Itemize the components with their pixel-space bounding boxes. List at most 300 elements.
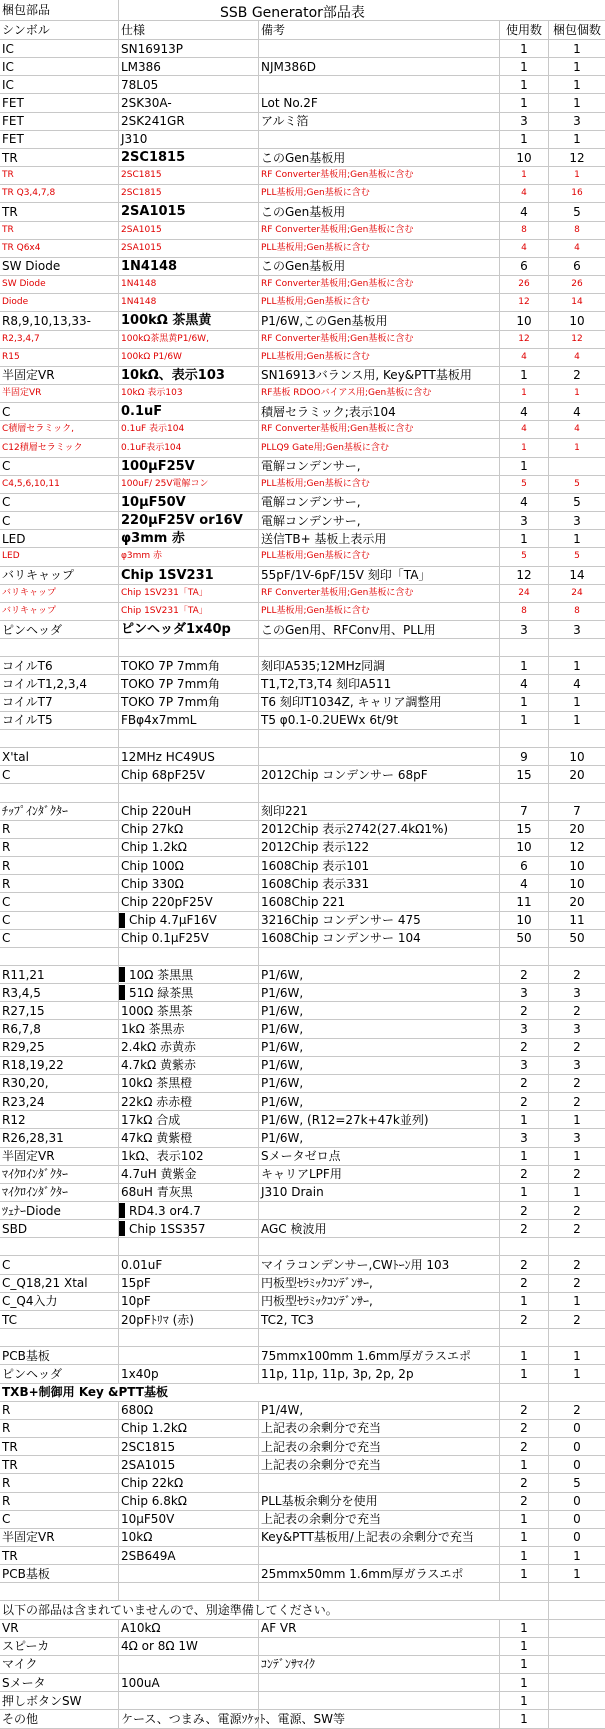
table-row (0, 1238, 605, 1256)
cell-packed: 1 (573, 1112, 581, 1127)
cell-symbol: TR Q6x4 (0, 240, 119, 257)
cell-spec: 78L05 (119, 76, 259, 93)
cell-spec: 1N4148 (119, 294, 259, 311)
cell-packed (549, 639, 605, 656)
cell-symbol: R29,25 (0, 1039, 119, 1056)
cell-spec (119, 1238, 259, 1255)
cell-spec (119, 1347, 259, 1364)
cell-used (500, 1384, 549, 1401)
cell-note: NJM386D (259, 58, 500, 75)
table-row (0, 1583, 605, 1601)
table-row (0, 694, 605, 712)
cell-note: SN16913バランス用, Key&PTT基板用 (259, 367, 500, 384)
table-row (0, 458, 605, 476)
cell-used: 2 (500, 1311, 549, 1328)
cell-note: PLL基板用;Gen基板に含む (259, 240, 500, 257)
cell-note: PLLQ9 Gate用;Gen基板に含む (259, 439, 500, 456)
cell-note: Sメータゼロ点 (259, 1148, 500, 1165)
cell-symbol: C (0, 1511, 119, 1528)
cell-note: P1/6W, (259, 984, 500, 1001)
cell-spec (119, 1583, 259, 1600)
cell-spec: 12MHz HC49US (119, 748, 259, 765)
table-row (0, 1093, 605, 1111)
cell-spec: Chip 0.1μF25V (119, 930, 259, 947)
cell-packed: 5 (574, 551, 580, 562)
cell-used: 1 (500, 1692, 549, 1709)
cell-used: 10 (500, 839, 549, 856)
cell-note: T1,T2,T3,T4 刻印A511 (259, 675, 500, 692)
cell-symbol: TR (0, 222, 119, 239)
cell-symbol: SBD (0, 1220, 119, 1237)
cell-packed (549, 1329, 605, 1346)
cell-packed: 1 (573, 1548, 581, 1563)
section-header-row (0, 1384, 605, 1402)
table-row (0, 76, 605, 94)
cell-symbol: R (0, 1402, 119, 1419)
cell-symbol: R15 (0, 349, 119, 366)
cell-spec: Chip 22kΩ (119, 1474, 259, 1491)
cell-note: このGen基板用 (259, 258, 500, 275)
cell-packed: 0 (573, 1512, 581, 1527)
table-row (0, 222, 605, 240)
cell-symbol: コイルT6 (0, 657, 119, 674)
cell-spec: 0.1uF表示104 (119, 439, 259, 456)
cell-packed: 2 (573, 967, 581, 982)
cell-note: Key&PTT基板用/上記表の余剰分で充当 (259, 1529, 500, 1546)
cell-used: 10 (500, 312, 549, 329)
cell-symbol: FET (0, 131, 119, 148)
cell-packed: 12 (571, 333, 583, 344)
cell-used: 12 (500, 567, 549, 584)
cell-packed: 1 (573, 695, 581, 710)
cell-used: 1 (500, 1184, 549, 1201)
table-row (0, 476, 605, 494)
cell-used: 1 (500, 94, 549, 111)
table-row (0, 1420, 605, 1438)
cell-used: 4 (500, 403, 549, 420)
cell-note: P1/6W,このGen基板用 (259, 312, 500, 329)
cell-symbol: Sメータ (0, 1674, 119, 1691)
table-row (0, 439, 605, 457)
cell-used: 3 (500, 113, 549, 130)
table-row (0, 730, 605, 748)
cell-used: 10 (500, 912, 549, 929)
cell-used: 1 (500, 1565, 549, 1582)
cell-note (259, 784, 500, 801)
table-row (0, 276, 605, 294)
cell-packed: 8 (574, 605, 580, 616)
cell-note: PLL基板用;Gen基板に含む (259, 603, 500, 620)
cell-used: 5 (500, 476, 549, 493)
cell-note: 3216Chip コンデンサー 475 (259, 912, 500, 929)
cell-used: 1 (500, 367, 549, 384)
cell-symbol: PCB基板 (0, 1347, 119, 1364)
cell-spec: Chip 27kΩ (119, 821, 259, 838)
cell-used: 1 (500, 657, 549, 674)
cell-note: 55pF/1V-6pF/15V 刻印「TA」 (259, 567, 500, 584)
cell-packed: 20 (569, 767, 585, 782)
cell-used (500, 1601, 549, 1618)
cell-note (259, 730, 500, 747)
cell-spec: A10kΩ (119, 1620, 259, 1637)
cell-spec: Chip 1SV231 (119, 567, 259, 584)
cell-note: RF Converter基板用;Gen基板に含む (259, 276, 500, 293)
cell-note (259, 76, 500, 93)
cell-symbol: PCB基板 (0, 1565, 119, 1582)
cell-symbol: R (0, 875, 119, 892)
cell-spec: 10μF50V (119, 1511, 259, 1528)
table-row (0, 149, 605, 167)
cell-packed: 2 (573, 1003, 581, 1018)
cell-symbol: C (0, 458, 119, 475)
cell-note (259, 1710, 500, 1727)
cell-used: 3 (500, 512, 549, 529)
parts-table-body (0, 40, 605, 1729)
table-row (0, 367, 605, 385)
cell-packed: 50 (569, 931, 585, 946)
cell-packed: 16 (571, 188, 583, 199)
cell-symbol: その他 (0, 1710, 119, 1727)
cell-spec: 10kΩ 茶黒橙 (119, 1075, 259, 1092)
cell-used: 15 (500, 766, 549, 783)
table-row (0, 1710, 605, 1728)
cell-note: P1/6W, (259, 1002, 500, 1019)
table-row (0, 1293, 605, 1311)
table-row (0, 1438, 605, 1456)
note-row (0, 1601, 605, 1619)
cell-spec: 0.1uF 表示104 (119, 421, 259, 438)
cell-packed: 4 (573, 404, 581, 419)
cell-packed (549, 948, 605, 965)
cell-note (259, 748, 500, 765)
cell-note: 1608Chip 表示331 (259, 875, 500, 892)
cell-note: T6 刻印T1034Z, キャリア調整用 (259, 694, 500, 711)
cell-packed: 7 (573, 804, 581, 819)
cell-spec (119, 948, 259, 965)
table-row (0, 1129, 605, 1147)
table-row (0, 1311, 605, 1329)
table-row (0, 1456, 605, 1474)
cell-spec: 100uA (119, 1674, 259, 1691)
cell-symbol: コイルT7 (0, 694, 119, 711)
cell-symbol: R3,4,5 (0, 984, 119, 1001)
cell-symbol (0, 1583, 119, 1600)
cell-note: P1/6W, (259, 1020, 500, 1037)
cell-packed (549, 1674, 605, 1691)
cell-packed (549, 458, 605, 475)
cell-packed: 3 (573, 1058, 581, 1073)
cell-used: 4 (500, 203, 549, 220)
cell-spec: 1N4148 (119, 258, 259, 275)
cell-spec: Chip 6.8kΩ (119, 1493, 259, 1510)
table-row (0, 1474, 605, 1492)
cell-used: 2 (500, 1256, 549, 1273)
cell-spec: 0.01uF (119, 1256, 259, 1273)
cell-note: マイラコンデンサー,CWﾄｰﾝ用 103 (259, 1256, 500, 1273)
cell-note: RF Converter基板用;Gen基板に含む (259, 222, 500, 239)
cell-note: 上記表の余剰分で充当 (259, 1420, 500, 1437)
table-row (0, 530, 605, 548)
cell-note: PLL基板用;Gen基板に含む (259, 476, 500, 493)
cell-note: 円板型ｾﾗﾐｯｸｺﾝﾃﾞﾝｻｰ, (259, 1293, 500, 1310)
table-row (0, 1565, 605, 1583)
cell-spec: 2SA1015 (119, 203, 259, 220)
top-left-label: 梱包部品 (0, 0, 119, 20)
table-row (0, 331, 605, 349)
cell-note: J310 Drain (259, 1184, 500, 1201)
cell-used: 2 (500, 1202, 549, 1219)
cell-symbol: R (0, 839, 119, 856)
cell-note (259, 1384, 500, 1401)
cell-spec: 100kΩ P1/6W (119, 349, 259, 366)
table-row (0, 113, 605, 131)
cell-note: 電解コンデンサー, (259, 458, 500, 475)
cell-spec: 100uF/ 25V電解コン (119, 476, 259, 493)
cell-used: 1 (500, 1638, 549, 1655)
cell-symbol: C (0, 512, 119, 529)
cell-symbol: R (0, 821, 119, 838)
cell-spec: 2SC1815 (119, 185, 259, 202)
cell-note: PLL基板用;Gen基板に含む (259, 294, 500, 311)
table-row (0, 1620, 605, 1638)
cell-spec: 22kΩ 赤赤橙 (119, 1093, 259, 1110)
cell-symbol: ﾁｯﾌﾟｲﾝﾀﾞｸﾀｰ (0, 803, 119, 820)
cell-spec (119, 1565, 259, 1582)
cell-packed: 2 (573, 1203, 581, 1218)
cell-spec: 2SA1015 (119, 222, 259, 239)
cell-packed: 0 (573, 1530, 581, 1545)
cell-spec: 100kΩ 茶黒黄 (119, 312, 259, 329)
cell-used: 10 (500, 149, 549, 166)
cell-symbol: R11,21 (0, 966, 119, 983)
cell-used: 2 (500, 1438, 549, 1455)
table-row (0, 349, 605, 367)
cell-spec: 2SA1015 (119, 240, 259, 257)
table-row (0, 185, 605, 203)
cell-spec: Chip 100Ω (119, 857, 259, 874)
cell-symbol (0, 730, 119, 747)
cell-symbol: FET (0, 113, 119, 130)
cell-spec: 4.7kΩ 黄紫赤 (119, 1057, 259, 1074)
cell-spec: 2SC1815 (119, 149, 259, 166)
table-row (0, 1020, 605, 1038)
table-row (0, 1275, 605, 1293)
cell-used: 2 (500, 1474, 549, 1491)
cell-symbol: TXB+制御用 Key &PTT基板 (2, 1385, 168, 1400)
cell-spec (119, 639, 259, 656)
cell-packed: 1 (573, 1566, 581, 1581)
cell-spec: Chip 1SV231「TA」 (119, 603, 259, 620)
cell-used: 1 (500, 1511, 549, 1528)
cell-symbol: R30,20, (0, 1075, 119, 1092)
cell-spec: 15pF (119, 1275, 259, 1292)
cell-packed: 0 (573, 1494, 581, 1509)
cell-note: RF Converter基板用;Gen基板に含む (259, 585, 500, 602)
cell-used: 6 (500, 857, 549, 874)
cell-packed: 1 (573, 1294, 581, 1309)
cell-packed: 3 (573, 985, 581, 1000)
cell-used: 12 (500, 294, 549, 311)
table-row (0, 94, 605, 112)
cell-note (259, 1583, 500, 1600)
cell-used: 4 (500, 349, 549, 366)
cell-used: 1 (500, 458, 549, 475)
cell-spec: 220μF25V or16V (119, 512, 259, 529)
cell-note: 75mmx100mm 1.6mm厚ガラスエポ (259, 1347, 500, 1364)
table-row (0, 603, 605, 621)
table-row (0, 675, 605, 693)
cell-packed (549, 1710, 605, 1727)
cell-used: 1 (500, 1547, 549, 1564)
cell-used: 24 (500, 585, 549, 602)
cell-note: AGC 検波用 (259, 1220, 500, 1237)
cell-used: 12 (500, 331, 549, 348)
cell-used: 4 (500, 875, 549, 892)
cell-note (259, 1329, 500, 1346)
cell-symbol: VR (0, 1620, 119, 1637)
cell-used: 4 (500, 240, 549, 257)
cell-symbol: C (0, 1256, 119, 1273)
cell-note: PLL基板用;Gen基板に含む (259, 548, 500, 565)
cell-spec: Chip 68pF25V (119, 766, 259, 783)
cell-used: 1 (500, 712, 549, 729)
cell-used (500, 1329, 549, 1346)
cell-symbol: ﾏｲｸﾛｲﾝﾀﾞｸﾀｰ (0, 1184, 119, 1201)
cell-packed: 24 (571, 587, 583, 598)
cell-symbol: C (0, 766, 119, 783)
cell-note: このGen用、RFConv用、PLL用 (259, 621, 500, 638)
table-row (0, 567, 605, 585)
cell-used: 1 (500, 530, 549, 547)
table-row (0, 1692, 605, 1710)
table-row (0, 512, 605, 530)
cell-note: Lot No.2F (259, 94, 500, 111)
cell-symbol: ﾂｪﾅｰDiode (0, 1202, 119, 1219)
cell-spec: 2SC1815 (119, 1438, 259, 1455)
cell-used: 1 (500, 1656, 549, 1673)
cell-packed: 10 (569, 858, 585, 873)
table-row (0, 857, 605, 875)
cell-packed: 1 (573, 531, 581, 546)
cell-symbol: C (0, 893, 119, 910)
cell-used: 50 (500, 930, 549, 947)
table-row (0, 1148, 605, 1166)
header-used: 使用数 (500, 21, 549, 39)
cell-packed: 3 (573, 622, 581, 637)
cell-used: 4 (500, 675, 549, 692)
cell-spec: TOKO 7P 7mm角 (119, 694, 259, 711)
cell-symbol: R23,24 (0, 1093, 119, 1110)
cell-packed: 2 (573, 1040, 581, 1055)
cell-note: PLL基板用;Gen基板に含む (259, 349, 500, 366)
cell-spec: 68uH 青灰黒 (119, 1184, 259, 1201)
cell-spec: LM386 (119, 58, 259, 75)
cell-spec: 1kΩ、表示102 (119, 1148, 259, 1165)
table-row (0, 385, 605, 403)
cell-packed: 2 (573, 1312, 581, 1327)
cell-note: RF Converter基板用;Gen基板に含む (259, 421, 500, 438)
cell-packed (549, 1692, 605, 1709)
cell-note: P1/6W, (R12=27k+47k並列) (259, 1111, 500, 1128)
cell-symbol: C (0, 494, 119, 511)
cell-symbol: C (0, 930, 119, 947)
cell-spec: 10pF (119, 1293, 259, 1310)
table-row (0, 712, 605, 730)
cell-packed: 2 (573, 1403, 581, 1418)
cell-symbol: マイク (0, 1656, 119, 1673)
cell-used: 1 (500, 1674, 549, 1691)
table-row (0, 40, 605, 58)
cell-used: 9 (500, 748, 549, 765)
cell-symbol: バリキャップ (0, 567, 119, 584)
cell-symbol: TR (0, 203, 119, 220)
cell-spec: Chip 1SS357 (119, 1220, 259, 1237)
table-row (0, 784, 605, 802)
cell-packed: 11 (569, 913, 585, 928)
cell-note (259, 1547, 500, 1564)
cell-used (500, 639, 549, 656)
cell-spec: SN16913P (119, 40, 259, 57)
cell-used: 2 (500, 1220, 549, 1237)
cell-used: 4 (500, 421, 549, 438)
table-row (0, 657, 605, 675)
cell-packed: 4 (573, 677, 581, 692)
table-row (0, 1057, 605, 1075)
cell-used: 8 (500, 222, 549, 239)
cell-used: 2 (500, 966, 549, 983)
table-row (0, 203, 605, 221)
table-row (0, 821, 605, 839)
table-row (0, 748, 605, 766)
cell-note (259, 1638, 500, 1655)
cell-spec: Chip 220pF25V (119, 893, 259, 910)
cell-spec (119, 730, 259, 747)
cell-note: P1/6W, (259, 1093, 500, 1110)
header-symbol: シンボル (0, 21, 119, 39)
cell-used: 1 (500, 40, 549, 57)
cell-symbol: ﾏｲｸﾛｲﾝﾀﾞｸﾀｰ (0, 1166, 119, 1183)
table-row (0, 167, 605, 185)
cell-note: ｺﾝﾃﾞﾝｻﾏｲｸ (259, 1656, 500, 1673)
cell-spec: 1N4148 (119, 276, 259, 293)
table-row (0, 621, 605, 639)
cell-note: このGen基板用 (259, 203, 500, 220)
cell-used: 7 (500, 803, 549, 820)
cell-packed: 3 (573, 1022, 581, 1037)
cell-symbol: R18,19,22 (0, 1057, 119, 1074)
cell-symbol: R (0, 1474, 119, 1491)
cell-packed: 5 (573, 1475, 581, 1490)
cell-used: 2 (500, 1493, 549, 1510)
cell-note: 1608Chip 221 (259, 893, 500, 910)
cell-spec: 10μF50V (119, 494, 259, 511)
cell-packed: 1 (573, 1366, 581, 1381)
cell-used: 11 (500, 893, 549, 910)
table-row (0, 1365, 605, 1383)
cell-used: 2 (500, 1075, 549, 1092)
cell-used: 1 (500, 1456, 549, 1473)
cell-note: 2012Chip 表示122 (259, 839, 500, 856)
table-row (0, 58, 605, 76)
cell-spec: 17kΩ 合成 (119, 1111, 259, 1128)
cell-used (500, 1238, 549, 1255)
cell-note (259, 1474, 500, 1491)
cell-note: 円板型ｾﾗﾐｯｸｺﾝﾃﾞﾝｻｰ, (259, 1275, 500, 1292)
cell-spec: 2SK241GR (119, 113, 259, 130)
cell-packed (549, 784, 605, 801)
cell-packed: 12 (569, 840, 585, 855)
cell-note: 1608Chip 表示101 (259, 857, 500, 874)
